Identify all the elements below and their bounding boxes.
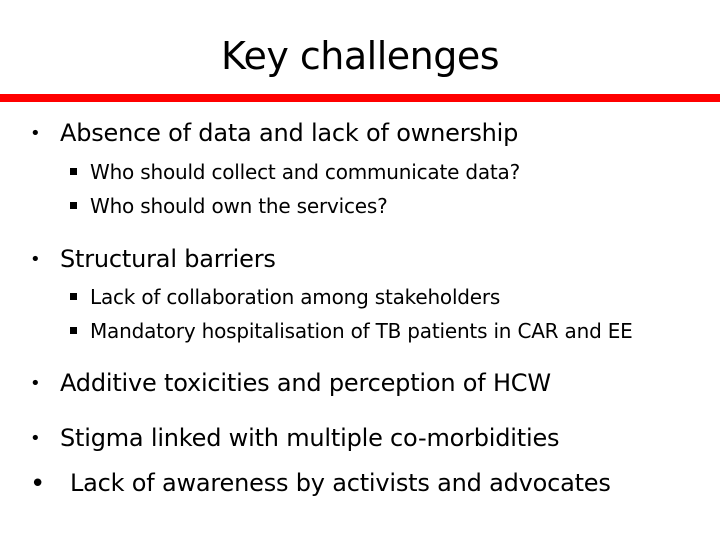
square-bullet-icon — [70, 293, 77, 300]
bullet-dot-icon: • — [30, 249, 41, 270]
sub-bullet-item — [70, 159, 520, 185]
sub-bullet-item — [70, 193, 388, 219]
bullet-item — [30, 367, 551, 400]
sub-bullet-text: Mandatory hospitalisation of TB patients in CAR and EE — [90, 319, 633, 343]
title-divider — [0, 94, 720, 102]
bullet-dot-icon: • — [30, 373, 41, 394]
bullet-text: Additive toxicities and perception of HCW — [60, 369, 551, 397]
bullet-dot-icon: • — [30, 428, 41, 449]
bullet-dot-icon: • — [30, 469, 46, 499]
slide-title: Key challenges — [220, 34, 500, 78]
bullet-text: Structural barriers — [60, 245, 276, 273]
sub-bullet-item — [70, 284, 500, 310]
bullet-text: Absence of data and lack of ownership — [60, 119, 519, 147]
bullet-item — [30, 117, 518, 150]
sub-bullet-text: Who should collect and communicate data? — [90, 160, 521, 184]
bullet-item — [30, 243, 276, 276]
bullet-text: Lack of awareness by activists and advocates — [70, 469, 611, 497]
sub-bullet-text: Who should own the services? — [90, 194, 388, 218]
square-bullet-icon — [70, 327, 77, 334]
bullet-item — [30, 422, 559, 455]
square-bullet-icon — [70, 168, 77, 175]
bullet-item — [30, 467, 611, 500]
bullet-dot-icon: • — [30, 123, 41, 144]
bullet-text: Stigma linked with multiple co-morbidities — [60, 424, 560, 452]
sub-bullet-text: Lack of collaboration among stakeholders — [90, 285, 501, 309]
sub-bullet-item — [70, 318, 633, 344]
square-bullet-icon — [70, 202, 77, 209]
